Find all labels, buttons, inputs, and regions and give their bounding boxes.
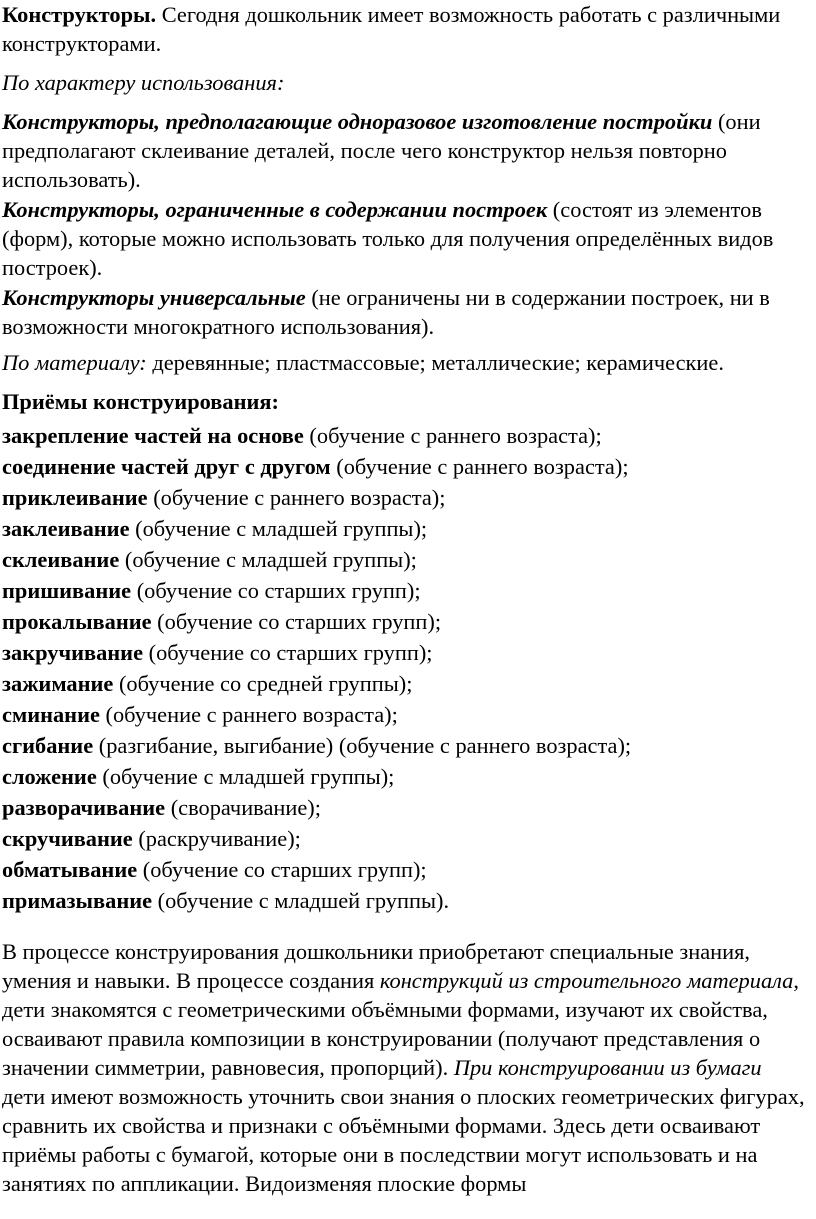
by-use-label: По характеру использования:: [2, 70, 285, 95]
type-term: Конструкторы, ограниченные в содержании построек: [2, 197, 548, 222]
list-item: соединение частей друг с другом (обучение с раннего возраста);: [2, 454, 629, 479]
list-item: сминание (обучение с раннего возраста);: [2, 702, 398, 727]
type-desc: (они предполагают склеивание деталей, после чего конструктор нельзя повторно использовать).: [2, 109, 761, 192]
list-item: пришивание (обучение со старших групп);: [2, 578, 421, 603]
type-limited: [2, 195, 807, 282]
techniques-title: Приёмы конструирования:: [2, 389, 279, 414]
intro-text: Сегодня дошкольник имеет возможность работать с различными конструкторами.: [2, 2, 781, 56]
intro-paragraph: [2, 0, 807, 58]
list-item: скручивание (раскручивание);: [2, 826, 301, 851]
type-term: Конструкторы, предполагающие одноразовое изготовление постройки: [2, 109, 713, 134]
list-item: разворачивание (сворачивание);: [2, 795, 321, 820]
list-item: закрепление частей на основе (обучение с раннего возраста);: [2, 423, 602, 448]
intro-title: Конструкторы.: [2, 2, 157, 27]
list-item: прокалывание (обучение со старших групп);: [2, 609, 442, 634]
by-material-text: деревянные; пластмассовые; металлические; керамические.: [146, 350, 724, 375]
list-item: сложение (обучение с младшей группы);: [2, 764, 395, 789]
type-universal-once: [2, 107, 807, 194]
by-material-paragraph: [2, 348, 807, 377]
list-item: сгибание (разгибание, выгибание) (обучение с раннего возраста);: [2, 733, 632, 758]
list-item: приклеивание (обучение с раннего возраста);: [2, 485, 446, 510]
list-item: закручивание (обучение со старших групп);: [2, 640, 433, 665]
type-desc: (не ограничены ни в содержании построек, ни в возможности многократного использования).: [2, 285, 770, 339]
type-desc: (состоят из элементов (форм), которые можно использовать только для получения определённых видов построек).: [2, 197, 774, 280]
type-term: Конструкторы универсальные: [2, 285, 306, 310]
type-universal: [2, 283, 807, 341]
list-item: обматывание (обучение со старших групп);: [2, 857, 427, 882]
list-item: зажимание (обучение со средней группы);: [2, 671, 413, 696]
list-item: примазывание (обучение с младшей группы).: [2, 888, 450, 913]
by-material-label: По материалу:: [2, 350, 147, 375]
list-item: склеивание (обучение с младшей группы);: [2, 547, 417, 572]
final-paragraph: В процессе конструирования дошкольники приобретают специальные знания, умения и навыки. В процессе создания конструкций из строительного материала, дети знакомятся с геометрическими объёмными формами, изучают их свойства, осваивают правила композиции в конструировании (получают представления о значении симметрии, равновесия, пропорций). При конструировании из бумаги дети имеют возможность уточнить свои знания о плоских геометрических фигурах, сравнить их свойства и признаки с объёмными формами. Здесь дети осваивают приёмы работы с бумагой, которые они в последствии могут использовать и на занятиях по аппликации. Видоизменяя плоские формы: [2, 939, 805, 1197]
list-item: заклеивание (обучение с младшей группы);: [2, 516, 428, 541]
techniques-list: [2, 421, 807, 915]
